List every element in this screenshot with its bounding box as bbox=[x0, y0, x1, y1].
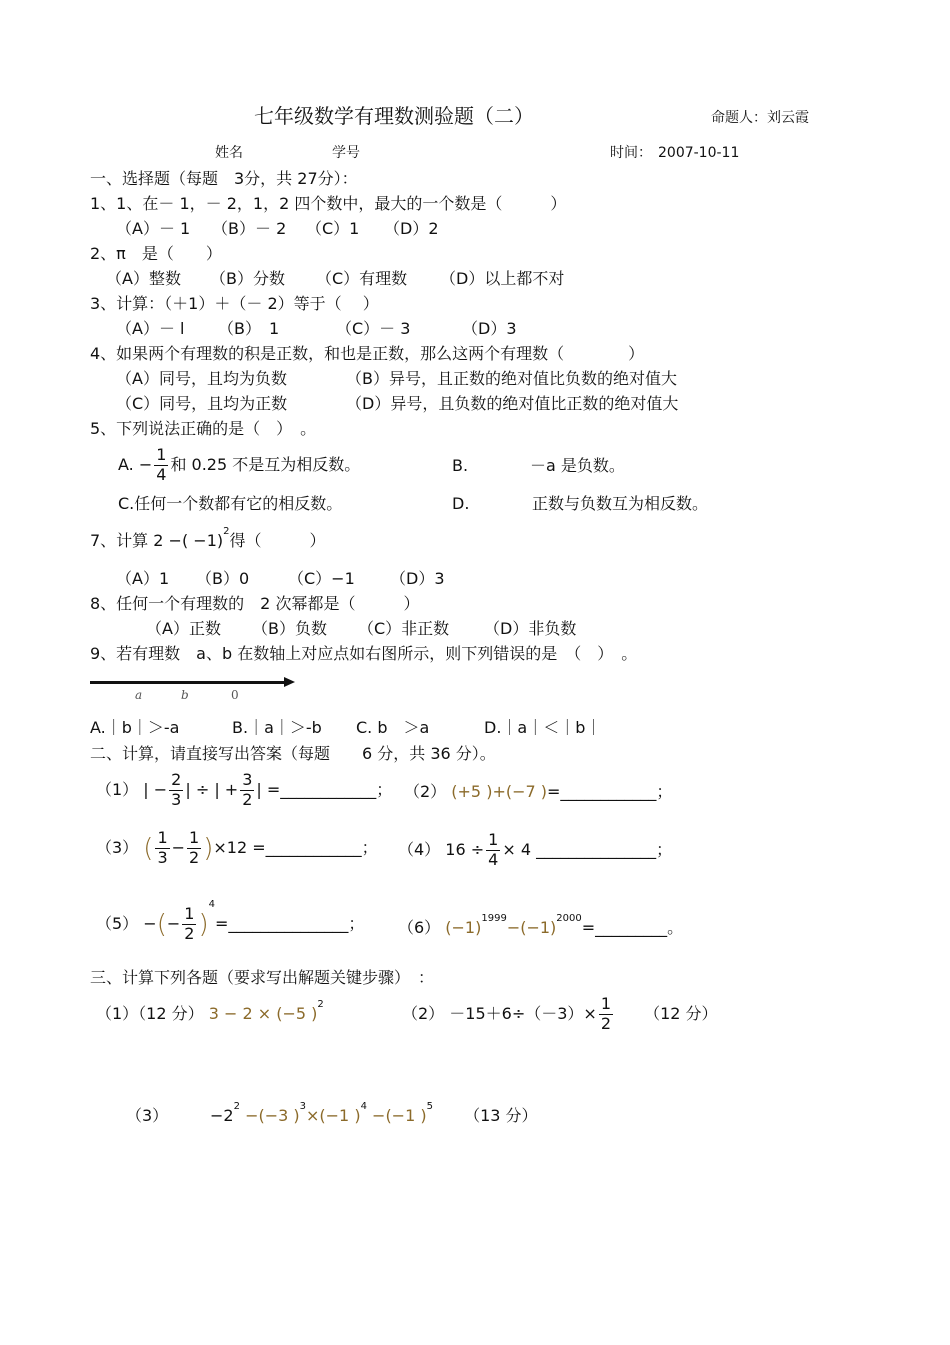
problem-2-5 bbox=[96, 899, 365, 943]
q9-stem: 9、若有理数 a、b 在数轴上对应点如右图所示，则下列错误的是 （ ） 。 bbox=[90, 644, 638, 663]
s3q3-term-3: ×(−1 ) bbox=[306, 1106, 361, 1125]
p4-answer-blank: × 4 _______________； bbox=[502, 840, 673, 860]
p5-answer-blank: =_______________； bbox=[214, 914, 365, 934]
p6-label: （6） bbox=[398, 918, 441, 937]
problem-2-1 bbox=[96, 772, 392, 809]
p3-numerator-1: 1 bbox=[157, 828, 168, 847]
section2-heading: 二、计算，请直接写出答案（每题 6 分，共 36 分）。 bbox=[90, 744, 496, 763]
q7-exponent: 2 bbox=[223, 526, 230, 537]
q7-option-d: （D）3 bbox=[390, 569, 445, 588]
problem-3-2 bbox=[402, 996, 718, 1033]
p5-numerator: 1 bbox=[184, 904, 195, 923]
q5-option-b-label: B. bbox=[452, 456, 469, 475]
q5-a-denominator: 4 bbox=[156, 464, 167, 484]
problem-2-3 bbox=[96, 830, 378, 867]
q1-stem: 1、1、在－ 1，－ 2，1，2 四个数中，最大的一个数是（ ） bbox=[90, 194, 567, 213]
s3q2-label: （2） bbox=[402, 1004, 445, 1024]
number-line-arrow-icon bbox=[284, 677, 295, 687]
p4-numerator: 1 bbox=[488, 830, 499, 849]
q5-option-c: C.任何一个数都有它的相反数。 bbox=[118, 494, 343, 513]
q8-option-d: （D）非负数 bbox=[484, 619, 577, 638]
q1-option-d: （D）2 bbox=[384, 219, 439, 238]
p6-exponent-1: 1999 bbox=[481, 913, 507, 924]
q2-option-c: （C）有理数 bbox=[316, 269, 408, 288]
s3q1-exponent: 2 bbox=[317, 999, 324, 1010]
problem-2-6 bbox=[398, 913, 684, 937]
student-id-label: 学号 bbox=[332, 145, 360, 161]
p3-label: （3） bbox=[96, 838, 139, 858]
s3q3-exponent-1: 2 bbox=[233, 1101, 240, 1112]
q3-option-d: （D）3 bbox=[462, 319, 517, 338]
q2-option-d: （D）以上都不对 bbox=[440, 269, 565, 288]
q8-option-b: （B）负数 bbox=[252, 619, 327, 638]
q7-stem bbox=[90, 526, 326, 550]
q4-stem: 4、如果两个有理数的积是正数，和也是正数，那么这两个有理数（ ） bbox=[90, 344, 645, 363]
time-label: 时间： bbox=[610, 145, 652, 161]
q3-option-b: （B） 1 bbox=[218, 319, 280, 338]
p1-fraction-1 bbox=[169, 772, 183, 809]
q8-stem: 8、任何一个有理数的 2 次幂都是（ ） bbox=[90, 594, 420, 613]
p2-label: （2） bbox=[404, 782, 447, 801]
s3q3-exponent-4: 5 bbox=[426, 1101, 433, 1112]
s3q3-exponent-2: 3 bbox=[299, 1101, 306, 1112]
author-label: 命题人：刘云霞 bbox=[711, 110, 809, 126]
s3q2-numerator: 1 bbox=[600, 994, 612, 1013]
p5-left-paren: ( bbox=[156, 909, 167, 940]
number-line bbox=[90, 681, 286, 684]
s3q2-expression: －15＋6÷（－3）× bbox=[449, 1004, 597, 1024]
q3-option-c: （C）－ 3 bbox=[336, 319, 411, 338]
number-line-label-b: b bbox=[181, 688, 189, 702]
q1-option-b: （B）－ 2 bbox=[212, 219, 287, 238]
p5-pre: − bbox=[143, 914, 157, 934]
problem-2-2 bbox=[404, 784, 672, 800]
q4-option-c: （C）同号，且均为正数 bbox=[116, 394, 288, 413]
p1-fraction-2 bbox=[240, 772, 254, 809]
p2-answer-blank: =____________； bbox=[547, 782, 673, 801]
p1-mid: | ÷ | + bbox=[185, 780, 239, 800]
q2-option-a: （A）整数 bbox=[106, 269, 181, 288]
q8-option-a: （A）正数 bbox=[146, 619, 221, 638]
p5-right-paren: ) bbox=[198, 909, 209, 940]
section3-heading: 三、计算下列各题（要求写出解题关键步骤） ： bbox=[90, 968, 435, 987]
p3-fraction-2 bbox=[187, 830, 201, 867]
p1-answer-blank: | =____________； bbox=[256, 780, 393, 800]
p2-expression: (+5 )+(−7 ) bbox=[451, 782, 547, 801]
q7-option-c: （C）−1 bbox=[288, 569, 355, 588]
q7-expression: 2 −( −1) bbox=[153, 531, 224, 550]
p1-denominator-2: 2 bbox=[242, 789, 253, 809]
q5-a-prefix: A. − bbox=[118, 455, 153, 475]
p1-pre: | − bbox=[143, 780, 168, 800]
q5-option-d-label: D. bbox=[452, 494, 470, 513]
q5-option-d-text: 正数与负数互为相反数。 bbox=[532, 494, 709, 513]
q9-option-a: A.｜b｜＞-a bbox=[90, 718, 180, 737]
p5-fraction bbox=[182, 906, 196, 943]
p5-denominator: 2 bbox=[184, 923, 195, 943]
p6-term-2: −(−1) bbox=[506, 918, 557, 937]
problem-3-1 bbox=[96, 999, 324, 1023]
p1-numerator-1: 2 bbox=[171, 770, 182, 789]
section1-heading: 一、选择题（每题 3分，共 27分）： bbox=[90, 169, 358, 188]
p5-label: （5） bbox=[96, 914, 139, 934]
p6-exponent-2: 2000 bbox=[556, 913, 582, 924]
q4-option-b: （B）异号，且正数的绝对值比负数的绝对值大 bbox=[346, 369, 677, 388]
number-line-label-a: a bbox=[135, 688, 143, 702]
p4-label: （4） bbox=[398, 840, 441, 860]
p6-answer-blank: =_________。 bbox=[581, 918, 684, 937]
s3q3-score: （13 分） bbox=[464, 1106, 538, 1125]
p1-label: （1） bbox=[96, 780, 139, 800]
q7-option-a: （A）1 bbox=[116, 569, 170, 588]
s3q1-label: （1）（12 分） bbox=[96, 1004, 204, 1023]
s3q1-expression: 3 − 2 × (−5 ) bbox=[208, 1004, 318, 1023]
q9-option-d: D.｜a｜＜｜b｜ bbox=[484, 718, 602, 737]
p1-numerator-2: 3 bbox=[242, 770, 253, 789]
p4-fraction bbox=[486, 832, 500, 869]
q7-stem-prefix: 7、计算 bbox=[90, 531, 149, 550]
problem-3-3 bbox=[210, 1101, 538, 1125]
p3-left-paren: ( bbox=[143, 833, 154, 864]
s3q2-score: （12 分） bbox=[644, 1004, 718, 1024]
q5-option-b-text: －a 是负数。 bbox=[530, 456, 625, 475]
q5-stem: 5、下列说法正确的是（ ） 。 bbox=[90, 419, 317, 438]
s3q3-exponent-3: 4 bbox=[360, 1101, 367, 1112]
name-label: 姓名 bbox=[215, 145, 243, 161]
q3-stem: 3、计算：（＋1）＋（－ 2）等于（ ） bbox=[90, 294, 379, 313]
s3q2-denominator: 2 bbox=[600, 1013, 612, 1033]
p3-denominator-2: 2 bbox=[189, 847, 200, 867]
time-value: 2007-10-11 bbox=[658, 145, 740, 161]
q5-a-fraction bbox=[154, 447, 168, 484]
p4-pre: 16 ÷ bbox=[445, 840, 485, 860]
q2-stem: 2、π 是（ ） bbox=[90, 244, 222, 263]
p3-fraction-1 bbox=[155, 830, 169, 867]
q1-option-a: （A）－ 1 bbox=[116, 219, 191, 238]
s3q2-fraction bbox=[599, 996, 613, 1033]
s3q3-term-2: −(−3 ) bbox=[245, 1106, 300, 1125]
q5-a-numerator: 1 bbox=[156, 445, 167, 464]
q9-option-c: C. b ＞a bbox=[356, 718, 430, 737]
q7-option-b: （B）0 bbox=[196, 569, 250, 588]
q8-option-c: （C）非正数 bbox=[358, 619, 450, 638]
s3q3-term-4: −(−1 ) bbox=[372, 1106, 427, 1125]
p5-minus: − bbox=[166, 914, 181, 934]
q3-option-a: （A）－ l bbox=[116, 319, 185, 338]
p3-right-paren: ) bbox=[203, 833, 214, 864]
q5-option-a bbox=[118, 447, 360, 484]
q2-option-b: （B）分数 bbox=[210, 269, 285, 288]
q9-option-b: B.｜a｜＞-b bbox=[232, 718, 322, 737]
q1-option-c: （C）1 bbox=[306, 219, 360, 238]
page-title: 七年级数学有理数测验题（二） bbox=[254, 104, 534, 128]
p6-term-1: (−1) bbox=[445, 918, 482, 937]
p1-denominator-1: 3 bbox=[171, 789, 182, 809]
p4-denominator: 4 bbox=[488, 849, 499, 869]
p3-answer-blank: ×12 =____________； bbox=[213, 838, 378, 858]
p3-numerator-2: 1 bbox=[189, 828, 200, 847]
p3-denominator-1: 3 bbox=[157, 847, 168, 867]
problem-3-3-label: （3） bbox=[126, 1106, 169, 1125]
q7-stem-suffix: 得（ ） bbox=[229, 531, 326, 550]
problem-2-4 bbox=[398, 832, 672, 869]
q4-option-d: （D）异号，且负数的绝对值比正数的绝对值大 bbox=[346, 394, 679, 413]
q4-option-a: （A）同号，且均为负数 bbox=[116, 369, 287, 388]
q5-a-suffix: 和 0.25 不是互为相反数。 bbox=[170, 455, 361, 475]
s3q3-term-1: −2 bbox=[210, 1106, 234, 1125]
p3-minus: − bbox=[171, 838, 186, 858]
p5-exponent: 4 bbox=[208, 899, 215, 910]
number-line-label-zero: 0 bbox=[231, 688, 239, 702]
